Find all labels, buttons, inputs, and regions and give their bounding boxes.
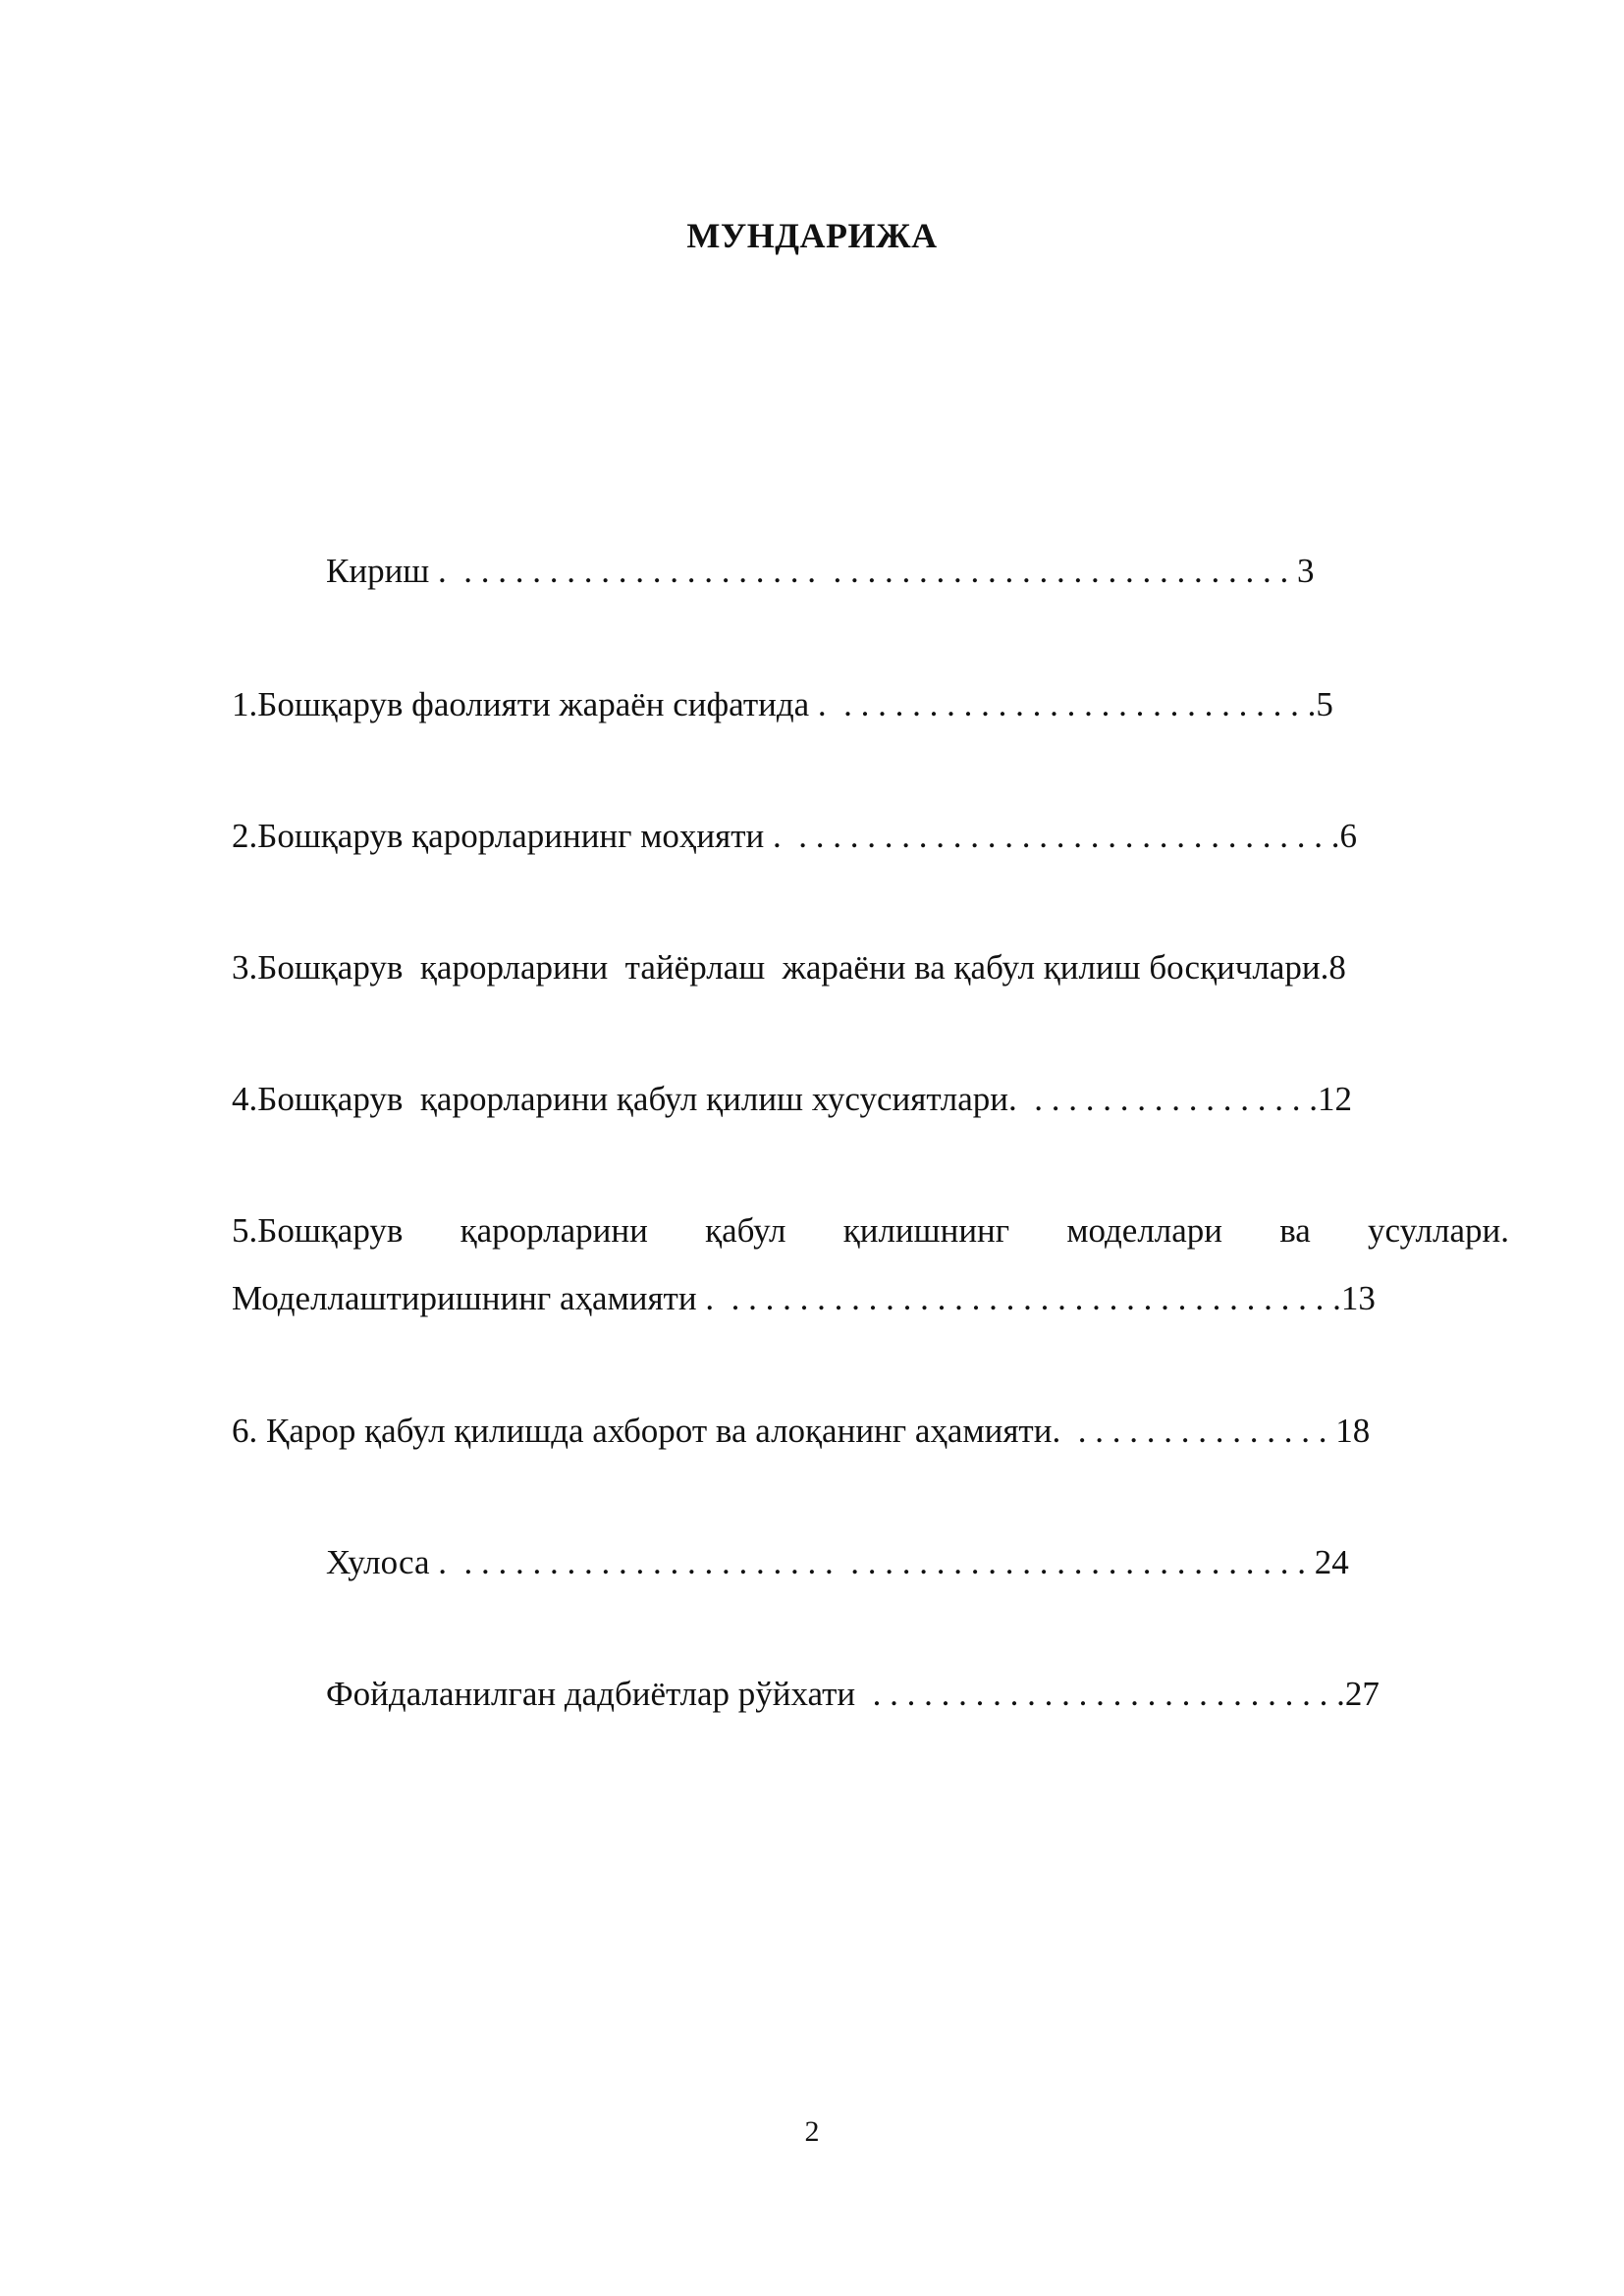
- toc-entry-references: Фойдаланилган дадбиётлар рўйхати . . . . . . . . . . . . . . . . . . . . . . . . . . . .27: [326, 1675, 1380, 1713]
- page-number: 2: [804, 2115, 820, 2148]
- page-title: МУНДАРИЖА: [686, 216, 938, 255]
- toc-entry-chapter-2: 2.Бошқарув қарорларининг моҳияти . . . . . . . . . . . . . . . . . . . . . . . . . . . . . . . . .6: [232, 817, 1358, 855]
- toc-entry-chapter-3: 3.Бошқарув қарорларини тайёрлаш жараёни ва қабул қилиш босқичлари.8: [232, 948, 1346, 987]
- toc-entry-chapter-4: 4.Бошқарув қарорларини қабул қилиш хусусиятлари. . . . . . . . . . . . . . . . . .12: [232, 1080, 1353, 1118]
- toc-entry-chapter-5-line-1: 5.Бошқарув қарорларини қабул қилишнинг моделлари ва усуллари.: [232, 1211, 1509, 1250]
- toc-entry-chapter-6: 6. Қарор қабул қилишда ахборот ва алоқанинг аҳамияти. . . . . . . . . . . . . . . . 18: [232, 1412, 1371, 1450]
- toc-entry-chapter-1: 1.Бошқарув фаолияти жараён сифатида . . . . . . . . . . . . . . . . . . . . . . . . . . . . .5: [232, 685, 1333, 723]
- toc-entry-conclusion: Хулоса . . . . . . . . . . . . . . . . . . . . . . . . . . . . . . . . . . . . . . . . . . . . . . . . . . 24: [326, 1543, 1349, 1581]
- toc-entry-chapter-5-line-2: Моделлаштиришнинг аҳамияти . . . . . . . . . . . . . . . . . . . . . . . . . . . . . . . . . . . . .13: [232, 1279, 1376, 1317]
- toc-entry-intro: Кириш . . . . . . . . . . . . . . . . . . . . . . . . . . . . . . . . . . . . . . . . . . . . . . . . . 3: [326, 552, 1315, 590]
